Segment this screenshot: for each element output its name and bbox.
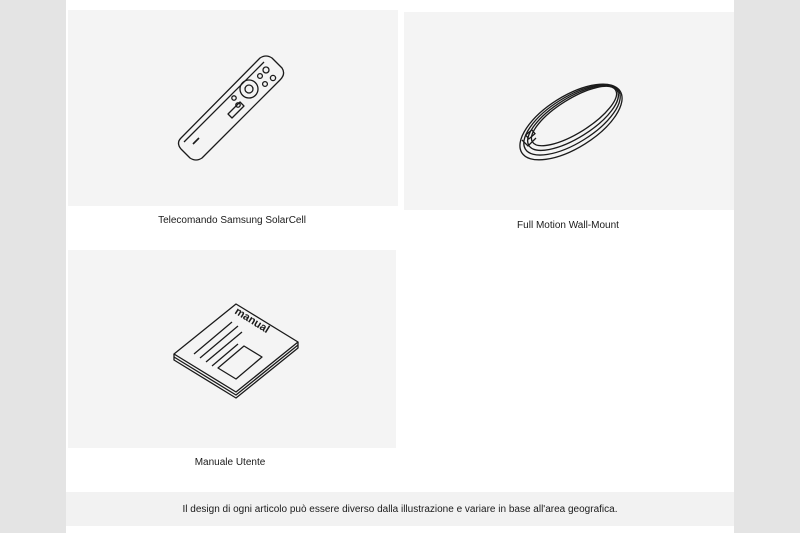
accessory-label-manual: Manuale Utente <box>194 457 266 468</box>
accessory-label-remote: Telecomando Samsung SolarCell <box>158 215 306 226</box>
manual-cover-title: manual <box>232 305 272 336</box>
right-margin <box>734 0 800 533</box>
cable-coil-icon <box>404 12 734 210</box>
remote-control-icon <box>68 10 398 206</box>
accessory-card-cable <box>404 12 734 210</box>
manual-book-icon <box>68 250 396 448</box>
left-margin <box>0 0 66 533</box>
accessory-card-remote <box>68 10 398 206</box>
accessory-label-cable: Full Motion Wall-Mount <box>517 220 619 231</box>
disclaimer-text: Il design di ogni articolo può essere diverso dalla illustrazione e variare in base all'area geografica. <box>182 504 618 515</box>
accessory-card-manual <box>68 250 396 448</box>
